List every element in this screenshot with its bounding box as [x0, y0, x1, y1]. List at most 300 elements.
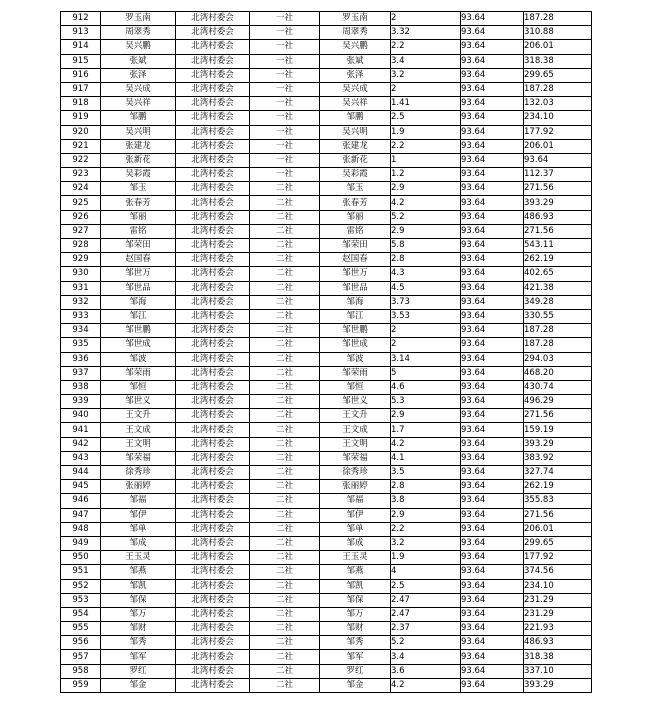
- name-cell: 吴兴明: [101, 125, 176, 139]
- village-committee-cell: 北湾村委会: [176, 466, 250, 480]
- unit-price-cell: 93.64: [461, 168, 524, 182]
- name-cell: 邹鹏: [101, 111, 176, 125]
- table-row: [61, 239, 592, 253]
- contractor-name-cell: 张泽: [320, 68, 391, 82]
- unit-price-cell: 93.64: [461, 196, 524, 210]
- group-cell: 一社: [250, 12, 320, 26]
- area-cell: 3.53: [391, 309, 461, 323]
- row-number-cell: 915: [61, 54, 101, 68]
- name-cell: 吴彩霞: [101, 168, 176, 182]
- table-row: [61, 153, 592, 167]
- table-row: [61, 423, 592, 437]
- contractor-name-cell: 邹玉: [320, 182, 391, 196]
- table-row: [61, 224, 592, 238]
- name-cell: 邹伊: [101, 508, 176, 522]
- area-cell: 4.3: [391, 267, 461, 281]
- contractor-name-cell: 邹军: [320, 650, 391, 664]
- unit-price-cell: 93.64: [461, 153, 524, 167]
- unit-price-cell: 93.64: [461, 338, 524, 352]
- amount-cell: 299.65: [524, 536, 592, 550]
- group-cell: 一社: [250, 26, 320, 40]
- village-committee-cell: 北湾村委会: [176, 508, 250, 522]
- row-number-cell: 917: [61, 82, 101, 96]
- row-number-cell: 935: [61, 338, 101, 352]
- area-cell: 4.5: [391, 281, 461, 295]
- group-cell: 二社: [250, 579, 320, 593]
- contractor-name-cell: 吴兴成: [320, 82, 391, 96]
- group-cell: 二社: [250, 451, 320, 465]
- area-cell: 1.9: [391, 125, 461, 139]
- row-number-cell: 922: [61, 153, 101, 167]
- unit-price-cell: 93.64: [461, 536, 524, 550]
- contractor-name-cell: 吴兴鹏: [320, 40, 391, 54]
- table-row: [61, 565, 592, 579]
- village-committee-cell: 北湾村委会: [176, 678, 250, 692]
- group-cell: 二社: [250, 664, 320, 678]
- unit-price-cell: 93.64: [461, 480, 524, 494]
- table-row: [61, 54, 592, 68]
- unit-price-cell: 93.64: [461, 622, 524, 636]
- contractor-name-cell: 吴兴祥: [320, 97, 391, 111]
- unit-price-cell: 93.64: [461, 366, 524, 380]
- name-cell: 邹世义: [101, 395, 176, 409]
- area-cell: 2.2: [391, 522, 461, 536]
- area-cell: 3.6: [391, 664, 461, 678]
- contractor-name-cell: 张建龙: [320, 139, 391, 153]
- contractor-name-cell: 雷铭: [320, 224, 391, 238]
- amount-cell: 496.29: [524, 395, 592, 409]
- row-number-cell: 937: [61, 366, 101, 380]
- name-cell: 邹世品: [101, 281, 176, 295]
- table-row: [61, 338, 592, 352]
- name-cell: 赵国春: [101, 253, 176, 267]
- village-committee-cell: 北湾村委会: [176, 551, 250, 565]
- row-number-cell: 912: [61, 12, 101, 26]
- row-number-cell: 939: [61, 395, 101, 409]
- village-committee-cell: 北湾村委会: [176, 338, 250, 352]
- row-number-cell: 957: [61, 650, 101, 664]
- area-cell: 2.8: [391, 480, 461, 494]
- amount-cell: 486.93: [524, 636, 592, 650]
- row-number-cell: 943: [61, 451, 101, 465]
- name-cell: 王文明: [101, 437, 176, 451]
- village-committee-cell: 北湾村委会: [176, 480, 250, 494]
- contractor-name-cell: 邹世万: [320, 267, 391, 281]
- unit-price-cell: 93.64: [461, 565, 524, 579]
- contractor-name-cell: 罗红: [320, 664, 391, 678]
- group-cell: 一社: [250, 125, 320, 139]
- table-row: [61, 480, 592, 494]
- unit-price-cell: 93.64: [461, 607, 524, 621]
- group-cell: 二社: [250, 182, 320, 196]
- row-number-cell: 930: [61, 267, 101, 281]
- contractor-name-cell: 吴兴明: [320, 125, 391, 139]
- area-cell: 1: [391, 153, 461, 167]
- area-cell: 3.4: [391, 54, 461, 68]
- amount-cell: 93.64: [524, 153, 592, 167]
- group-cell: 二社: [250, 650, 320, 664]
- area-cell: 2.9: [391, 508, 461, 522]
- row-number-cell: 940: [61, 409, 101, 423]
- name-cell: 王玉灵: [101, 551, 176, 565]
- name-cell: 罗玉南: [101, 12, 176, 26]
- group-cell: 二社: [250, 466, 320, 480]
- data-table: [60, 11, 592, 693]
- amount-cell: 327.74: [524, 466, 592, 480]
- village-committee-cell: 北湾村委会: [176, 309, 250, 323]
- unit-price-cell: 93.64: [461, 551, 524, 565]
- contractor-name-cell: 王文成: [320, 423, 391, 437]
- village-committee-cell: 北湾村委会: [176, 196, 250, 210]
- group-cell: 二社: [250, 522, 320, 536]
- amount-cell: 262.19: [524, 480, 592, 494]
- row-number-cell: 927: [61, 224, 101, 238]
- amount-cell: 159.19: [524, 423, 592, 437]
- unit-price-cell: 93.64: [461, 139, 524, 153]
- row-number-cell: 941: [61, 423, 101, 437]
- area-cell: 5.2: [391, 210, 461, 224]
- unit-price-cell: 93.64: [461, 239, 524, 253]
- unit-price-cell: 93.64: [461, 409, 524, 423]
- amount-cell: 402.65: [524, 267, 592, 281]
- area-cell: 3.5: [391, 466, 461, 480]
- amount-cell: 330.55: [524, 309, 592, 323]
- row-number-cell: 953: [61, 593, 101, 607]
- row-number-cell: 956: [61, 636, 101, 650]
- name-cell: 张新花: [101, 153, 176, 167]
- unit-price-cell: 93.64: [461, 40, 524, 54]
- row-number-cell: 913: [61, 26, 101, 40]
- row-number-cell: 955: [61, 622, 101, 636]
- group-cell: 二社: [250, 593, 320, 607]
- table-row: [61, 97, 592, 111]
- village-committee-cell: 北湾村委会: [176, 97, 250, 111]
- row-number-cell: 946: [61, 494, 101, 508]
- village-committee-cell: 北湾村委会: [176, 395, 250, 409]
- area-cell: 1.41: [391, 97, 461, 111]
- unit-price-cell: 93.64: [461, 68, 524, 82]
- amount-cell: 421.38: [524, 281, 592, 295]
- group-cell: 二社: [250, 622, 320, 636]
- unit-price-cell: 93.64: [461, 423, 524, 437]
- contractor-name-cell: 王文明: [320, 437, 391, 451]
- contractor-name-cell: 邹世鹏: [320, 324, 391, 338]
- unit-price-cell: 93.64: [461, 125, 524, 139]
- table-row: [61, 139, 592, 153]
- village-committee-cell: 北湾村委会: [176, 324, 250, 338]
- village-committee-cell: 北湾村委会: [176, 380, 250, 394]
- area-cell: 2.37: [391, 622, 461, 636]
- table-row: [61, 437, 592, 451]
- group-cell: 一社: [250, 168, 320, 182]
- village-committee-cell: 北湾村委会: [176, 494, 250, 508]
- unit-price-cell: 93.64: [461, 54, 524, 68]
- village-committee-cell: 北湾村委会: [176, 182, 250, 196]
- amount-cell: 271.56: [524, 182, 592, 196]
- name-cell: 邹燕: [101, 565, 176, 579]
- row-number-cell: 920: [61, 125, 101, 139]
- amount-cell: 234.10: [524, 111, 592, 125]
- name-cell: 邹丽: [101, 210, 176, 224]
- table-row: [61, 622, 592, 636]
- table-row: [61, 324, 592, 338]
- group-cell: 二社: [250, 224, 320, 238]
- contractor-name-cell: 邹伊: [320, 508, 391, 522]
- contractor-name-cell: 邹波: [320, 352, 391, 366]
- village-committee-cell: 北湾村委会: [176, 423, 250, 437]
- name-cell: 吴兴祥: [101, 97, 176, 111]
- contractor-name-cell: 张斌: [320, 54, 391, 68]
- amount-cell: 177.92: [524, 125, 592, 139]
- row-number-cell: 948: [61, 522, 101, 536]
- group-cell: 一社: [250, 111, 320, 125]
- village-committee-cell: 北湾村委会: [176, 153, 250, 167]
- contractor-name-cell: 吴彩霞: [320, 168, 391, 182]
- area-cell: 3.14: [391, 352, 461, 366]
- contractor-name-cell: 张春芳: [320, 196, 391, 210]
- group-cell: 二社: [250, 678, 320, 692]
- row-number-cell: 952: [61, 579, 101, 593]
- village-committee-cell: 北湾村委会: [176, 295, 250, 309]
- village-committee-cell: 北湾村委会: [176, 593, 250, 607]
- group-cell: 二社: [250, 366, 320, 380]
- group-cell: 二社: [250, 309, 320, 323]
- contractor-name-cell: 邹海: [320, 295, 391, 309]
- amount-cell: 271.56: [524, 224, 592, 238]
- village-committee-cell: 北湾村委会: [176, 40, 250, 54]
- group-cell: 二社: [250, 437, 320, 451]
- group-cell: 二社: [250, 281, 320, 295]
- name-cell: 张斌: [101, 54, 176, 68]
- name-cell: 邹荣福: [101, 451, 176, 465]
- unit-price-cell: 93.64: [461, 380, 524, 394]
- amount-cell: 349.28: [524, 295, 592, 309]
- group-cell: 二社: [250, 210, 320, 224]
- contractor-name-cell: 王玉灵: [320, 551, 391, 565]
- name-cell: 邹保: [101, 593, 176, 607]
- name-cell: 张丽婷: [101, 480, 176, 494]
- table-row: [61, 182, 592, 196]
- area-cell: 2.47: [391, 607, 461, 621]
- amount-cell: 299.65: [524, 68, 592, 82]
- row-number-cell: 942: [61, 437, 101, 451]
- contractor-name-cell: 邹荣田: [320, 239, 391, 253]
- name-cell: 邹海: [101, 295, 176, 309]
- amount-cell: 187.28: [524, 12, 592, 26]
- contractor-name-cell: 邹福: [320, 494, 391, 508]
- group-cell: 二社: [250, 395, 320, 409]
- unit-price-cell: 93.64: [461, 466, 524, 480]
- row-number-cell: 921: [61, 139, 101, 153]
- unit-price-cell: 93.64: [461, 522, 524, 536]
- area-cell: 3.4: [391, 650, 461, 664]
- village-committee-cell: 北湾村委会: [176, 54, 250, 68]
- group-cell: 一社: [250, 153, 320, 167]
- contractor-name-cell: 邹万: [320, 607, 391, 621]
- unit-price-cell: 93.64: [461, 224, 524, 238]
- contractor-name-cell: 邹燕: [320, 565, 391, 579]
- group-cell: 二社: [250, 380, 320, 394]
- row-number-cell: 945: [61, 480, 101, 494]
- area-cell: 5.3: [391, 395, 461, 409]
- area-cell: 2.9: [391, 224, 461, 238]
- row-number-cell: 916: [61, 68, 101, 82]
- unit-price-cell: 93.64: [461, 395, 524, 409]
- amount-cell: 187.28: [524, 82, 592, 96]
- village-committee-cell: 北湾村委会: [176, 607, 250, 621]
- amount-cell: 468.20: [524, 366, 592, 380]
- group-cell: 二社: [250, 267, 320, 281]
- amount-cell: 132.03: [524, 97, 592, 111]
- contractor-name-cell: 邹鹏: [320, 111, 391, 125]
- name-cell: 邹荣雨: [101, 366, 176, 380]
- table-row: [61, 664, 592, 678]
- table-row: [61, 522, 592, 536]
- unit-price-cell: 93.64: [461, 82, 524, 96]
- name-cell: 罗红: [101, 664, 176, 678]
- group-cell: 二社: [250, 324, 320, 338]
- name-cell: 张泽: [101, 68, 176, 82]
- amount-cell: 187.28: [524, 324, 592, 338]
- area-cell: 4.2: [391, 678, 461, 692]
- table-row: [61, 508, 592, 522]
- group-cell: 二社: [250, 536, 320, 550]
- name-cell: 邹金: [101, 678, 176, 692]
- village-committee-cell: 北湾村委会: [176, 352, 250, 366]
- table-row: [61, 111, 592, 125]
- group-cell: 二社: [250, 295, 320, 309]
- village-committee-cell: 北湾村委会: [176, 451, 250, 465]
- row-number-cell: 931: [61, 281, 101, 295]
- table-row: [61, 40, 592, 54]
- table-row: [61, 267, 592, 281]
- unit-price-cell: 93.64: [461, 437, 524, 451]
- name-cell: 徐秀珍: [101, 466, 176, 480]
- name-cell: 邹世成: [101, 338, 176, 352]
- amount-cell: 393.29: [524, 437, 592, 451]
- contractor-name-cell: 邹江: [320, 309, 391, 323]
- amount-cell: 393.29: [524, 678, 592, 692]
- area-cell: 3.73: [391, 295, 461, 309]
- amount-cell: 234.10: [524, 579, 592, 593]
- contractor-name-cell: 邹世义: [320, 395, 391, 409]
- village-committee-cell: 北湾村委会: [176, 224, 250, 238]
- amount-cell: 383.92: [524, 451, 592, 465]
- table-row: [61, 309, 592, 323]
- contractor-name-cell: 邹成: [320, 536, 391, 550]
- village-committee-cell: 北湾村委会: [176, 125, 250, 139]
- contractor-name-cell: 罗玉南: [320, 12, 391, 26]
- village-committee-cell: 北湾村委会: [176, 366, 250, 380]
- name-cell: 邹万: [101, 607, 176, 621]
- name-cell: 雷铭: [101, 224, 176, 238]
- area-cell: 1.2: [391, 168, 461, 182]
- contractor-name-cell: 邹凯: [320, 579, 391, 593]
- area-cell: 5.2: [391, 636, 461, 650]
- contractor-name-cell: 徐秀珍: [320, 466, 391, 480]
- area-cell: 2.8: [391, 253, 461, 267]
- name-cell: 邹恒: [101, 380, 176, 394]
- village-committee-cell: 北湾村委会: [176, 636, 250, 650]
- table-row: [61, 451, 592, 465]
- table-row: [61, 380, 592, 394]
- village-committee-cell: 北湾村委会: [176, 253, 250, 267]
- village-committee-cell: 北湾村委会: [176, 26, 250, 40]
- amount-cell: 262.19: [524, 253, 592, 267]
- table-row: [61, 253, 592, 267]
- table-row: [61, 466, 592, 480]
- group-cell: 二社: [250, 551, 320, 565]
- table-row: [61, 593, 592, 607]
- area-cell: 4: [391, 565, 461, 579]
- amount-cell: 374.56: [524, 565, 592, 579]
- village-committee-cell: 北湾村委会: [176, 239, 250, 253]
- amount-cell: 318.38: [524, 650, 592, 664]
- name-cell: 邹财: [101, 622, 176, 636]
- unit-price-cell: 93.64: [461, 678, 524, 692]
- village-committee-cell: 北湾村委会: [176, 437, 250, 451]
- amount-cell: 430.74: [524, 380, 592, 394]
- row-number-cell: 959: [61, 678, 101, 692]
- amount-cell: 112.37: [524, 168, 592, 182]
- area-cell: 2.9: [391, 409, 461, 423]
- group-cell: 一社: [250, 97, 320, 111]
- unit-price-cell: 93.64: [461, 295, 524, 309]
- village-committee-cell: 北湾村委会: [176, 210, 250, 224]
- village-committee-cell: 北湾村委会: [176, 409, 250, 423]
- row-number-cell: 928: [61, 239, 101, 253]
- area-cell: 4.2: [391, 196, 461, 210]
- table-row: [61, 26, 592, 40]
- contractor-name-cell: 周翠秀: [320, 26, 391, 40]
- contractor-name-cell: 邹保: [320, 593, 391, 607]
- amount-cell: 271.56: [524, 508, 592, 522]
- group-cell: 二社: [250, 508, 320, 522]
- amount-cell: 187.28: [524, 338, 592, 352]
- unit-price-cell: 93.64: [461, 352, 524, 366]
- unit-price-cell: 93.64: [461, 210, 524, 224]
- area-cell: 2.2: [391, 139, 461, 153]
- name-cell: 邹单: [101, 522, 176, 536]
- row-number-cell: 924: [61, 182, 101, 196]
- group-cell: 二社: [250, 423, 320, 437]
- village-committee-cell: 北湾村委会: [176, 650, 250, 664]
- row-number-cell: 954: [61, 607, 101, 621]
- table-row: [61, 650, 592, 664]
- village-committee-cell: 北湾村委会: [176, 111, 250, 125]
- row-number-cell: 923: [61, 168, 101, 182]
- contractor-name-cell: 邹恒: [320, 380, 391, 394]
- contractor-name-cell: 邹世品: [320, 281, 391, 295]
- amount-cell: 318.38: [524, 54, 592, 68]
- row-number-cell: 934: [61, 324, 101, 338]
- row-number-cell: 944: [61, 466, 101, 480]
- amount-cell: 486.93: [524, 210, 592, 224]
- unit-price-cell: 93.64: [461, 309, 524, 323]
- area-cell: 2.5: [391, 111, 461, 125]
- area-cell: 2.5: [391, 579, 461, 593]
- table-row: [61, 125, 592, 139]
- village-committee-cell: 北湾村委会: [176, 168, 250, 182]
- area-cell: 3.32: [391, 26, 461, 40]
- amount-cell: 221.93: [524, 622, 592, 636]
- row-number-cell: 936: [61, 352, 101, 366]
- unit-price-cell: 93.64: [461, 451, 524, 465]
- unit-price-cell: 93.64: [461, 636, 524, 650]
- row-number-cell: 914: [61, 40, 101, 54]
- area-cell: 3.2: [391, 68, 461, 82]
- name-cell: 邹世万: [101, 267, 176, 281]
